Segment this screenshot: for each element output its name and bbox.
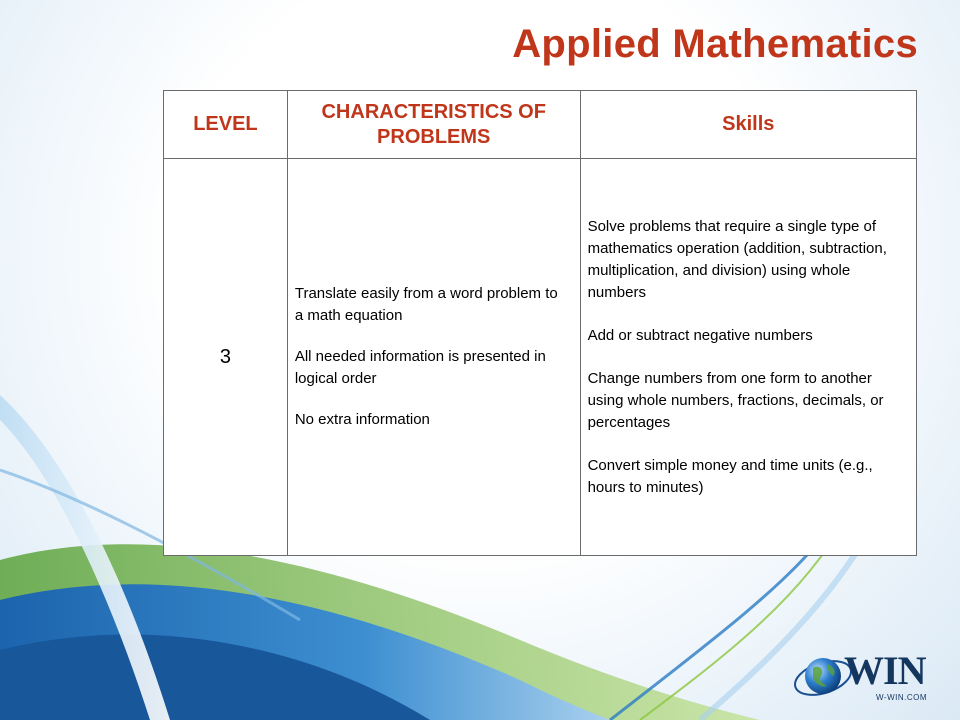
characteristics-cell	[287, 159, 580, 556]
skills-table	[163, 90, 917, 556]
table-header-row	[164, 91, 917, 159]
characteristic-item: No extra information	[294, 411, 430, 428]
skill-item: Change numbers from one form to another using whole numbers, fractions, decimals, or percentages	[587, 369, 884, 431]
table-row	[164, 159, 917, 556]
slide-title: Applied Mathematics	[512, 22, 918, 66]
logo-wordmark: WIN	[844, 648, 926, 693]
skill-item: Add or subtract negative numbers	[587, 326, 813, 344]
skill-item: Solve problems that require a single type of mathematics operation (addition, subtraction, multiplication, and division) using whole numbers	[587, 217, 887, 301]
header-characteristics: CHARACTERISTICS OF PROBLEMS	[287, 91, 580, 159]
header-level: LEVEL	[164, 91, 288, 159]
characteristic-item: All needed information is presented in logical order	[294, 348, 546, 387]
skill-item: Convert simple money and time units (e.g., hours to minutes)	[587, 456, 873, 496]
logo-url: W-WIN.COM	[876, 693, 928, 702]
skills-cell	[580, 159, 916, 556]
header-skills: Skills	[580, 91, 916, 159]
characteristic-item: Translate easily from a word problem to a math equation	[294, 285, 558, 324]
level-value: 3	[164, 159, 288, 556]
